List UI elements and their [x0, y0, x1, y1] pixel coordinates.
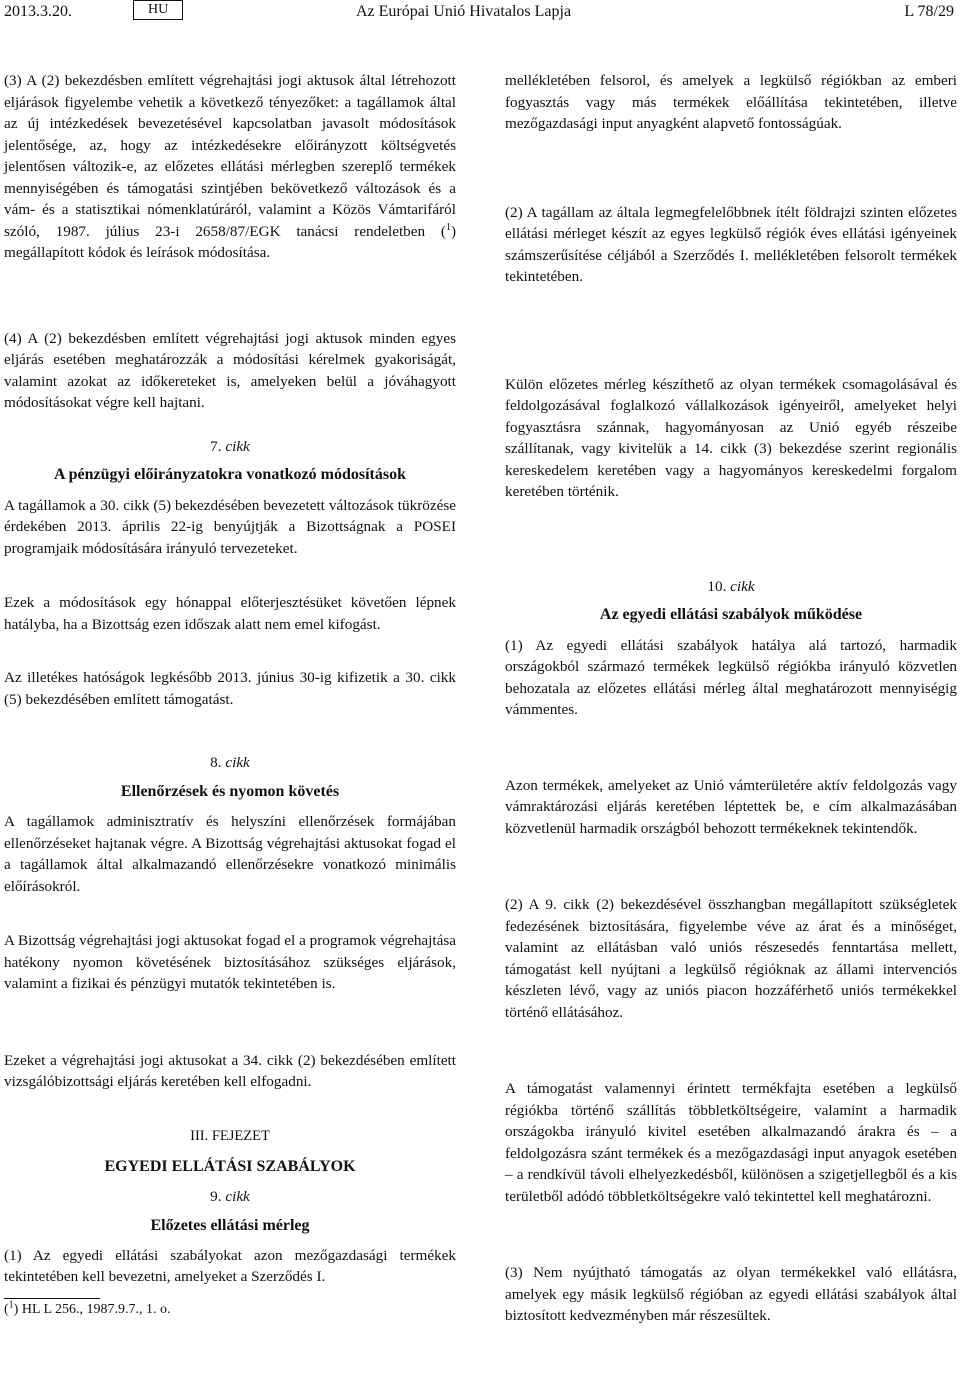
- paragraph-4: (4) A (2) bekezdésben említett végrehajtási jogi aktusok minden egyes eljárás esetében meghatározzák a módosítási kérelmek gyakoriságát, valamint azokat az időkereteket is, amelyeken belül a jóváhagyott módosításokat végre kell hajtani.: [4, 329, 456, 411]
- article-10-paragraph-1: (1) Az egyedi ellátási szabályok hatálya alá tartozó, harmadik országokból származó termékek legkülső régiókba irányuló közvetlen behozatala az előzetes ellátási mérleg által meghatározott mennyiségig vámmentes.: [505, 636, 957, 718]
- article-8-title: Ellenőrzések és nyomon követés: [120, 782, 340, 800]
- article-8-number: 8. cikk: [210, 754, 250, 771]
- article-10-paragraph-3: (2) A 9. cikk (2) bekezdésével összhangban megállapított szükségletek fedezésének biztosítására, figyelembe véve az árat és a minőséget, valamint az ellátásban való uniós részesedés fenntartása mellett, támogatást kell nyújtani a legkülső régióknak az állami intervenciós készleten lévő, vagy az uniós piacon hozzáférhető uniós termékekkel történő ellátásához.: [505, 896, 957, 1021]
- article-9-paragraph-2: (2) A tagállam az általa legmegfelelőbbnek ítélt földrajzi szinten előzetes ellátási mérleget készít az egyes legkülső régiók éves ellátási igényeinek számszerűsítése céljából a Szerződés I. mellékletében felsorolt termékek tekintetében.: [505, 203, 957, 285]
- right-column: [505, 70, 957, 1327]
- paragraph-3: (3) A (2) bekezdésben említett végrehajtási jogi aktusok által létrehozott eljárások figyelembe vehetik a következő tényezőket: a tagállamok által az új intézkedések bevezetésével kapcsolatban javasolt módosítások jelentősége, az, hogy az intézkedésekre előirányzott költségvetés jelentősen változik-e, az előzetes ellátási mérlegben szereplő termékek mennyiségében és támogatási szintjében bekövetkező változások és a vám- és a statisztikai nómenklatúráról, valamint a Közös Vámtarifáról szóló, 1987. július 23-i 2658/87/EGK tanácsi rendeletben ($^1$) megállapított kódok és leírások módosítása.: [4, 72, 456, 261]
- article-9-number: 9. cikk: [210, 1187, 250, 1205]
- article-8-paragraph-2: A Bizottság végrehajtási jogi aktusokat fogad el a programok végrehajtása hatékony nyomon követésének biztosításához szükséges eljárások, valamint a fizikai és pénzügyi mutatók tekintetében is.: [4, 932, 456, 992]
- article-10-title: Az egyedi ellátási szabályok működése: [599, 606, 863, 623]
- footnote: ($^1$) HL L 256., 1987.9.7., 1. o.: [4, 1298, 171, 1317]
- article-7-paragraph-2: Ezek a módosítások egy hónappal előterjesztésüket követően lépnek hatályba, ha a Bizottság ezen időszak alatt nem emel kifogást.: [4, 594, 456, 633]
- journal-title: Az Európai Unió Hivatalos Lapja: [356, 3, 572, 20]
- article-10-paragraph-5: (3) Nem nyújtható támogatás az olyan termékekkel való ellátásra, amelyek egy másik legkülső régióban az egyedi ellátási szabályok által biztosított kedvezményben már részesültek.: [505, 1264, 957, 1324]
- article-7-paragraph-3: Az illetékes hatóságok legkésőbb 2013. június 30-ig kifizetik a 30. cikk (5) bekezdésében említett támogatást.: [4, 669, 456, 708]
- article-7-title: A pénzügyi előirányzatokra vonatkozó módosítások: [53, 466, 406, 483]
- left-column: [4, 70, 456, 1320]
- chapter-number: III. FEJEZET: [190, 1127, 270, 1144]
- publication-date: 2013.3.20.: [4, 3, 72, 20]
- article-10-paragraph-4: A támogatást valamennyi érintett termékfajta esetében a legkülső régiókba történő szállítás többletköltségeire, valamint a harmadik országokba irányuló kivitel esetében alkalmazandó árakra és – a feldolgozásra szánt termékek és a mezőgazdasági input anyagok esetében – a rendkívül távoli elhelyezkedésből, különösen a szigetjellegből és a kis területből adódó többletköltségekre való tekintettel kell meghatározni.: [505, 1080, 957, 1205]
- article-9-paragraph-1: (1) Az egyedi ellátási szabályokat azon mezőgazdasági termékek tekintetében kell bevezetni, amelyeket a Szerződés I.: [4, 1246, 456, 1285]
- page-number: L 78/29: [904, 3, 954, 20]
- article-7-number: 7. cikk: [210, 437, 250, 455]
- article-8-paragraph-3: Ezeket a végrehajtási jogi aktusokat a 34. cikk (2) bekezdésében említett vizsgálóbizottsági eljárás keretében kell elfogadni.: [4, 1051, 456, 1090]
- page-header: [0, 0, 960, 30]
- article-7-paragraph-1: A tagállamok a 30. cikk (5) bekezdésében bevezetett változások tükrözése érdekében 2013. április 22-ig benyújtják a Bizottságnak a POSEI programjaik módosítására irányuló tervezeteket.: [4, 496, 456, 557]
- article-9-title: Előzetes ellátási mérleg: [150, 1217, 310, 1234]
- article-9-paragraph-1-continued: mellékletében felsorol, és amelyek a legkülső régiókban az emberi fogyasztás vagy más termékek előállítása tekintetében, illetve mezőgazdasági input anyagként alapvető fontosságúak.: [505, 72, 957, 132]
- article-10-number: 10. cikk: [707, 577, 755, 595]
- article-8-paragraph-1: A tagállamok adminisztratív és helyszíni ellenőrzések formájában ellenőrzéseket hajtanak végre. A Bizottság végrehajtási aktusokat fogad el a tagállamok által alkalmazandó ellenőrzésekre vonatkozó minimális előírásokról.: [4, 813, 456, 895]
- article-9-paragraph-3: Külön előzetes mérleg készíthető az olyan termékek csomagolásával és feldolgozásával foglalkozó vállalkozások igényeiről, amelyeket helyi fogyasztásra szánnak, hagyományosan az Unió egyéb részeibe szállítanak, vagy kivitelük a 14. cikk (3) bekezdése szerint regionális kereskedelem keretében vagy a hagyományos kereskedelmi forgalom keretében történik.: [505, 375, 957, 500]
- language-code: HU: [133, 0, 183, 20]
- chapter-title: EGYEDI ELLÁTÁSI SZABÁLYOK: [104, 1158, 356, 1175]
- article-10-paragraph-2: Azon termékek, amelyeket az Unió vámterületére aktív feldolgozás vagy vámraktározási eljárás keretében léptettek be, e cím alkalmazásában közvetlenül harmadik országból behozott termékeknek tekintendők.: [505, 776, 957, 837]
